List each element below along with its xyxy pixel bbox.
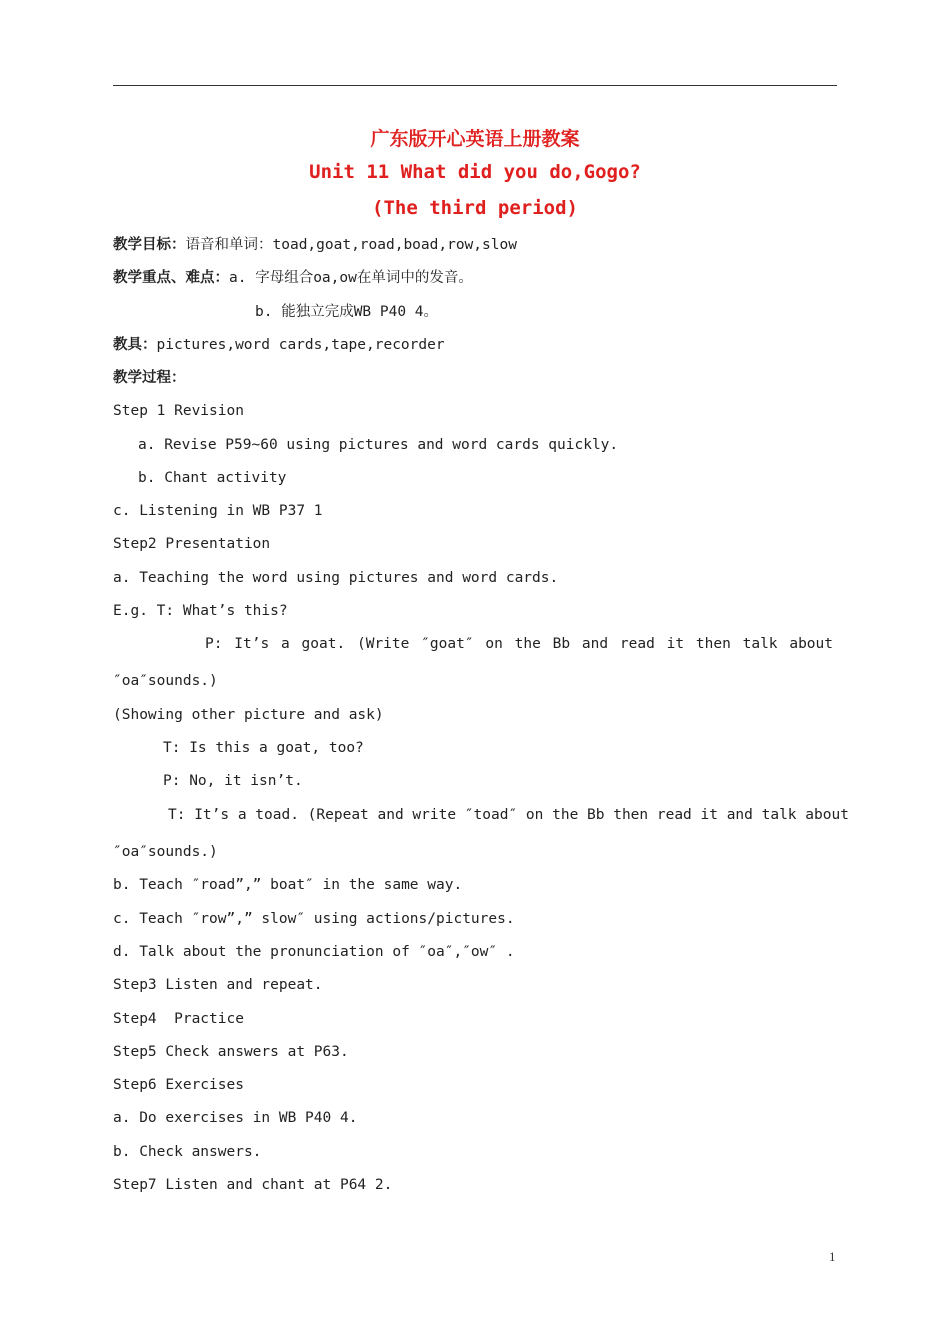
key-label: 教学重点、难点： [113,270,229,286]
key-b-text: b. 能独立完成WB P40 4。 [255,304,439,320]
header-rule [113,85,837,86]
step1-item-b: b. Chant activity [138,470,287,486]
period-title: (The third period) [372,197,578,219]
key-line [113,269,473,287]
step7-heading: Step7 Listen and chant at P64 2. [113,1177,393,1193]
tools-text: pictures,word cards,tape,recorder [156,337,445,353]
step2-heading: Step2 Presentation [113,536,271,552]
goal-line [113,236,517,254]
step6-heading: Step6 Exercises [113,1077,244,1093]
dialogue-t3-cont: ″oa″sounds.) [113,844,218,860]
process-label: 教学过程： [113,370,186,386]
dialogue-p1-cont: ″oa″sounds.) [113,673,218,689]
step2-item-c: c. Teach ″row”,” slow″ using actions/pictures. [113,911,515,927]
dialogue-t2: T: Is this a goat, too? [163,740,364,756]
tools-label: 教具： [113,337,157,353]
goal-text: 语音和单词：toad,goat,road,boad,row,slow [185,237,517,253]
goal-label: 教学目标： [113,237,186,253]
page-number: 1 [829,1249,836,1264]
document-title: 广东版开心英语上册教案 [370,128,580,150]
step3-heading: Step3 Listen and repeat. [113,977,323,993]
dialogue-t3: T: It’s a toad. (Repeat and write ″toad″ on the Bb then read it and talk about [168,807,849,823]
step2-item-a: a. Teaching the word using pictures and word cards. [113,570,559,586]
step6-item-a: a. Do exercises in WB P40 4. [113,1110,358,1126]
step1-item-c: c. Listening in WB P37 1 [113,503,323,519]
step4-heading: Step4 Practice [113,1011,244,1027]
step2-item-d: d. Talk about the pronunciation of ″oa″,″ow″ . [113,944,515,960]
key-a-text: a. 字母组合oa,ow在单词中的发音。 [229,270,473,286]
tools-line [113,336,445,354]
showing-line: (Showing other picture and ask) [113,707,384,723]
step6-item-b: b. Check answers. [113,1144,262,1160]
step5-heading: Step5 Check answers at P63. [113,1044,349,1060]
dialogue-p2: P: No, it isn’t. [163,773,303,789]
step1-item-a: a. Revise P59~60 using pictures and word cards quickly. [138,437,619,453]
unit-title: Unit 11 What did you do,Gogo? [309,161,641,183]
dialogue-p1: P: It’s a goat. (Write ″goat″ on the Bb and read it then talk about [205,636,833,652]
example-line: E.g. T: What’s this? [113,603,288,619]
step1-heading: Step 1 Revision [113,403,244,419]
step2-item-b: b. Teach ″road”,” boat″ in the same way. [113,877,463,893]
